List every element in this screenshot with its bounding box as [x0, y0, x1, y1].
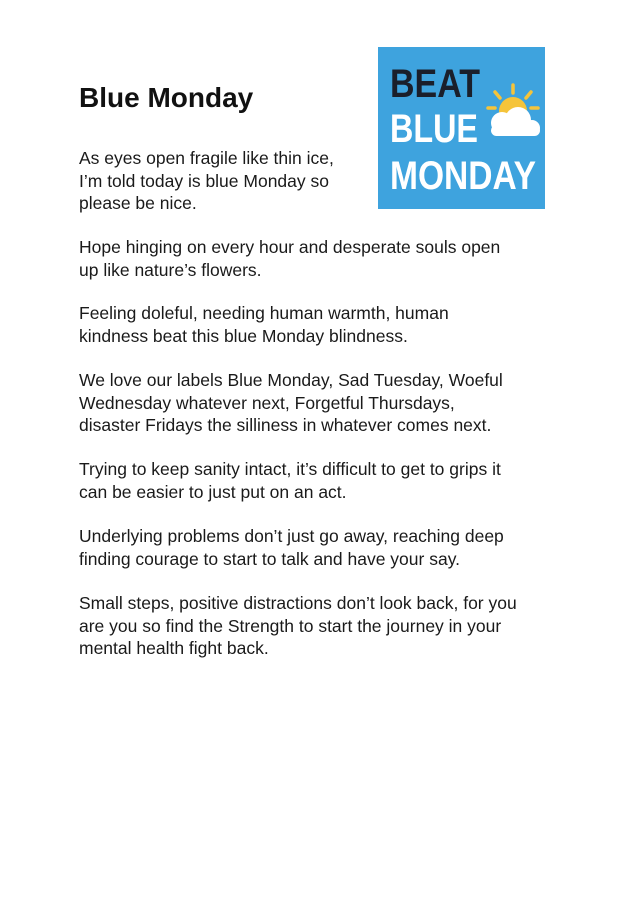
paragraph-line: mental health fight back.: [79, 638, 269, 658]
paragraph-line: kindness beat this blue Monday blindness.: [79, 325, 408, 346]
paragraph-line: Trying to keep sanity intact, it’s difficult to get to grips it: [79, 459, 501, 479]
paragraph-line: Hope hinging on every hour and desperate souls open: [79, 237, 501, 257]
paragraph-6: [79, 525, 504, 570]
logo-line-1: BEAT: [390, 62, 480, 106]
paragraph-4: [79, 369, 503, 437]
paragraph-1: [79, 147, 334, 215]
paragraph-line: Small steps, positive distractions don’t look back, for you: [79, 593, 517, 613]
paragraph-7: [79, 592, 517, 660]
beat-blue-monday-logo: [378, 47, 545, 209]
paragraph-line: Feeling doleful, needing human warmth, human: [79, 303, 449, 323]
paragraph-line: can be easier to just put on an act.: [79, 481, 347, 502]
page-title: Blue Monday: [79, 82, 254, 113]
paragraph-line: As eyes open fragile like thin ice,: [79, 148, 334, 168]
paragraph-3: [79, 302, 449, 347]
logo-graphic: [378, 47, 545, 209]
paragraph-line: finding courage to start to talk and have your say.: [79, 548, 461, 569]
paragraph-line: I’m told today is blue Monday so: [79, 170, 329, 191]
paragraph-line: are you so find the Strength to start the journey in your: [79, 615, 502, 636]
paragraph-line: please be nice.: [79, 193, 197, 213]
paragraph-line: disaster Fridays the silliness in whatever comes next.: [79, 415, 492, 435]
paragraph-5: [79, 458, 501, 503]
logo-line-2: BLUE: [390, 107, 478, 151]
paragraph-line: up like nature’s flowers.: [79, 259, 262, 280]
paragraph-line: Wednesday whatever next, Forgetful Thursdays,: [79, 392, 455, 413]
paragraph-line: Underlying problems don’t just go away, reaching deep: [79, 526, 504, 546]
logo-line-3: MONDAY: [390, 154, 537, 198]
paragraph-line: We love our labels Blue Monday, Sad Tuesday, Woeful: [79, 370, 503, 390]
paragraph-2: [79, 236, 500, 281]
